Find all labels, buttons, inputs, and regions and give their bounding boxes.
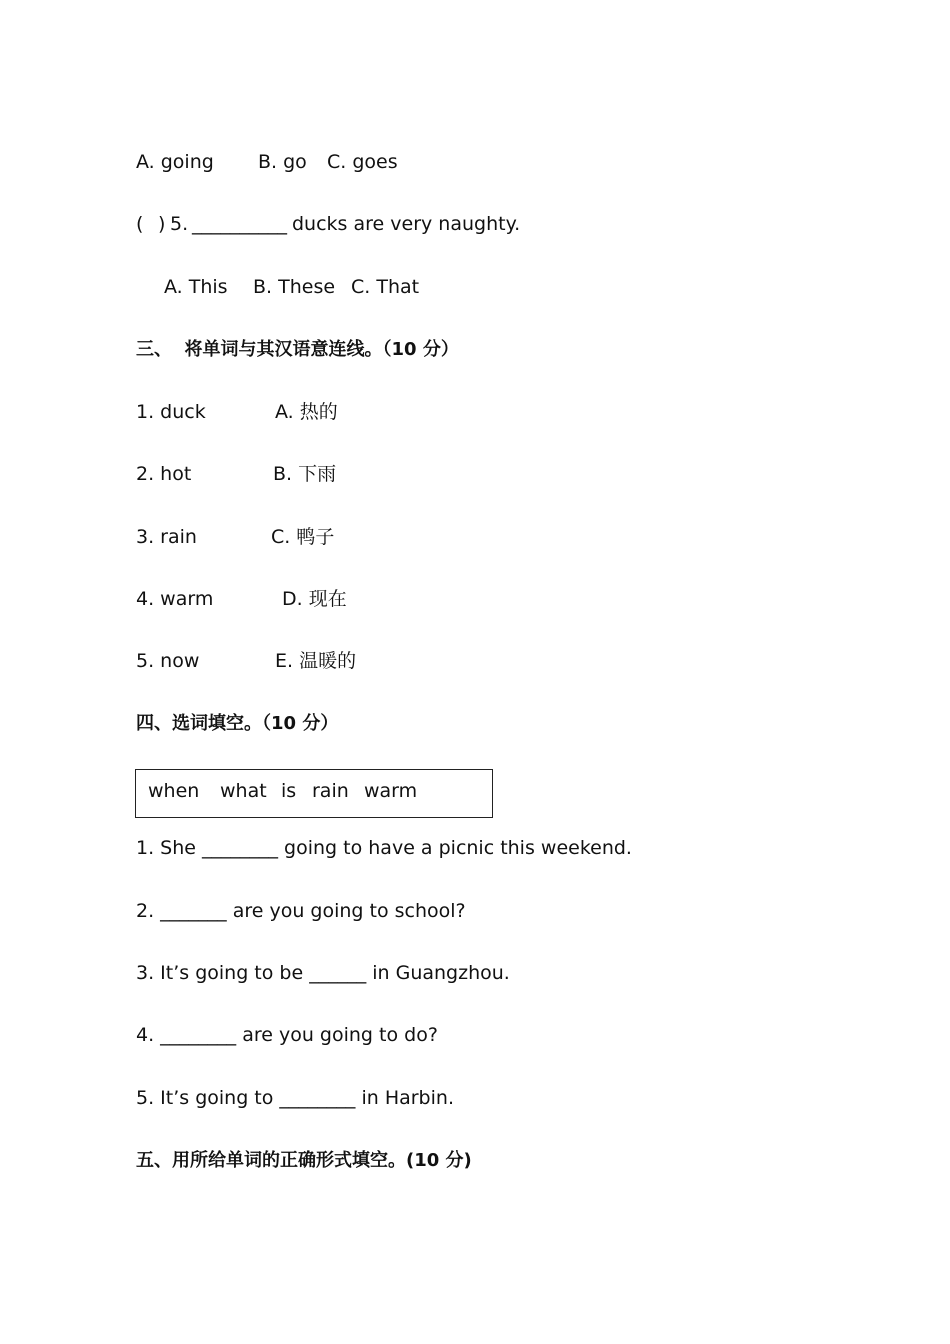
word-bank-rain: rain [312,780,349,802]
match-meaning-c: C. 鸭子 [271,526,335,548]
q4-option-c: C. goes [327,151,398,173]
word-bank-what: what [220,780,267,802]
match-word-now: 5. now [136,650,200,672]
match-meaning-e: E. 温暖的 [275,650,357,672]
q5-number: 5. [170,213,189,235]
section5-title: 五、用所给单词的正确形式填空。(10 分) [136,1150,472,1171]
match-row-5 [136,648,536,674]
q5-text: ducks are very naughty. [292,213,521,235]
match-word-rain: 3. rain [136,526,197,548]
q4-option-a: A. going [136,151,214,173]
q5-question [136,211,736,237]
fill-item-2: 2. _______ are you going to school? [136,900,466,922]
q4-options [136,149,536,175]
match-row-3 [136,524,536,550]
q5-option-b: B. These [253,276,336,298]
word-bank-when: when [148,780,200,802]
match-meaning-b: B. 下雨 [273,463,337,485]
q5-blank: __________ [192,213,287,235]
section3-title: 三、 将单词与其汉语意连线。（10 分） [136,339,459,360]
q5-paren-open: ( [136,213,144,235]
q5-option-a: A. This [164,276,228,298]
q5-option-c: C. That [351,276,420,298]
fill-item-4: 4. ________ are you going to do? [136,1024,438,1046]
fill-item-3: 3. It’s going to be ______ in Guangzhou. [136,962,510,984]
match-row-1 [136,399,536,425]
word-bank-box [135,769,493,818]
word-bank-is: is [281,780,297,802]
match-row-4 [136,586,536,612]
q5-paren-close: ) [158,213,166,235]
match-word-warm: 4. warm [136,588,214,610]
match-word-duck: 1. duck [136,401,206,423]
match-row-2 [136,461,536,487]
section4-title: 四、选词填空。（10 分） [136,713,339,734]
match-meaning-a: A. 热的 [275,401,338,423]
fill-item-1: 1. She ________ going to have a picnic this weekend. [136,837,632,859]
fill-item-5: 5. It’s going to ________ in Harbin. [136,1087,454,1109]
word-bank-warm: warm [364,780,418,802]
q5-options [164,274,564,300]
match-word-hot: 2. hot [136,463,192,485]
match-meaning-d: D. 现在 [282,588,347,610]
q4-option-b: B. go [258,151,307,173]
